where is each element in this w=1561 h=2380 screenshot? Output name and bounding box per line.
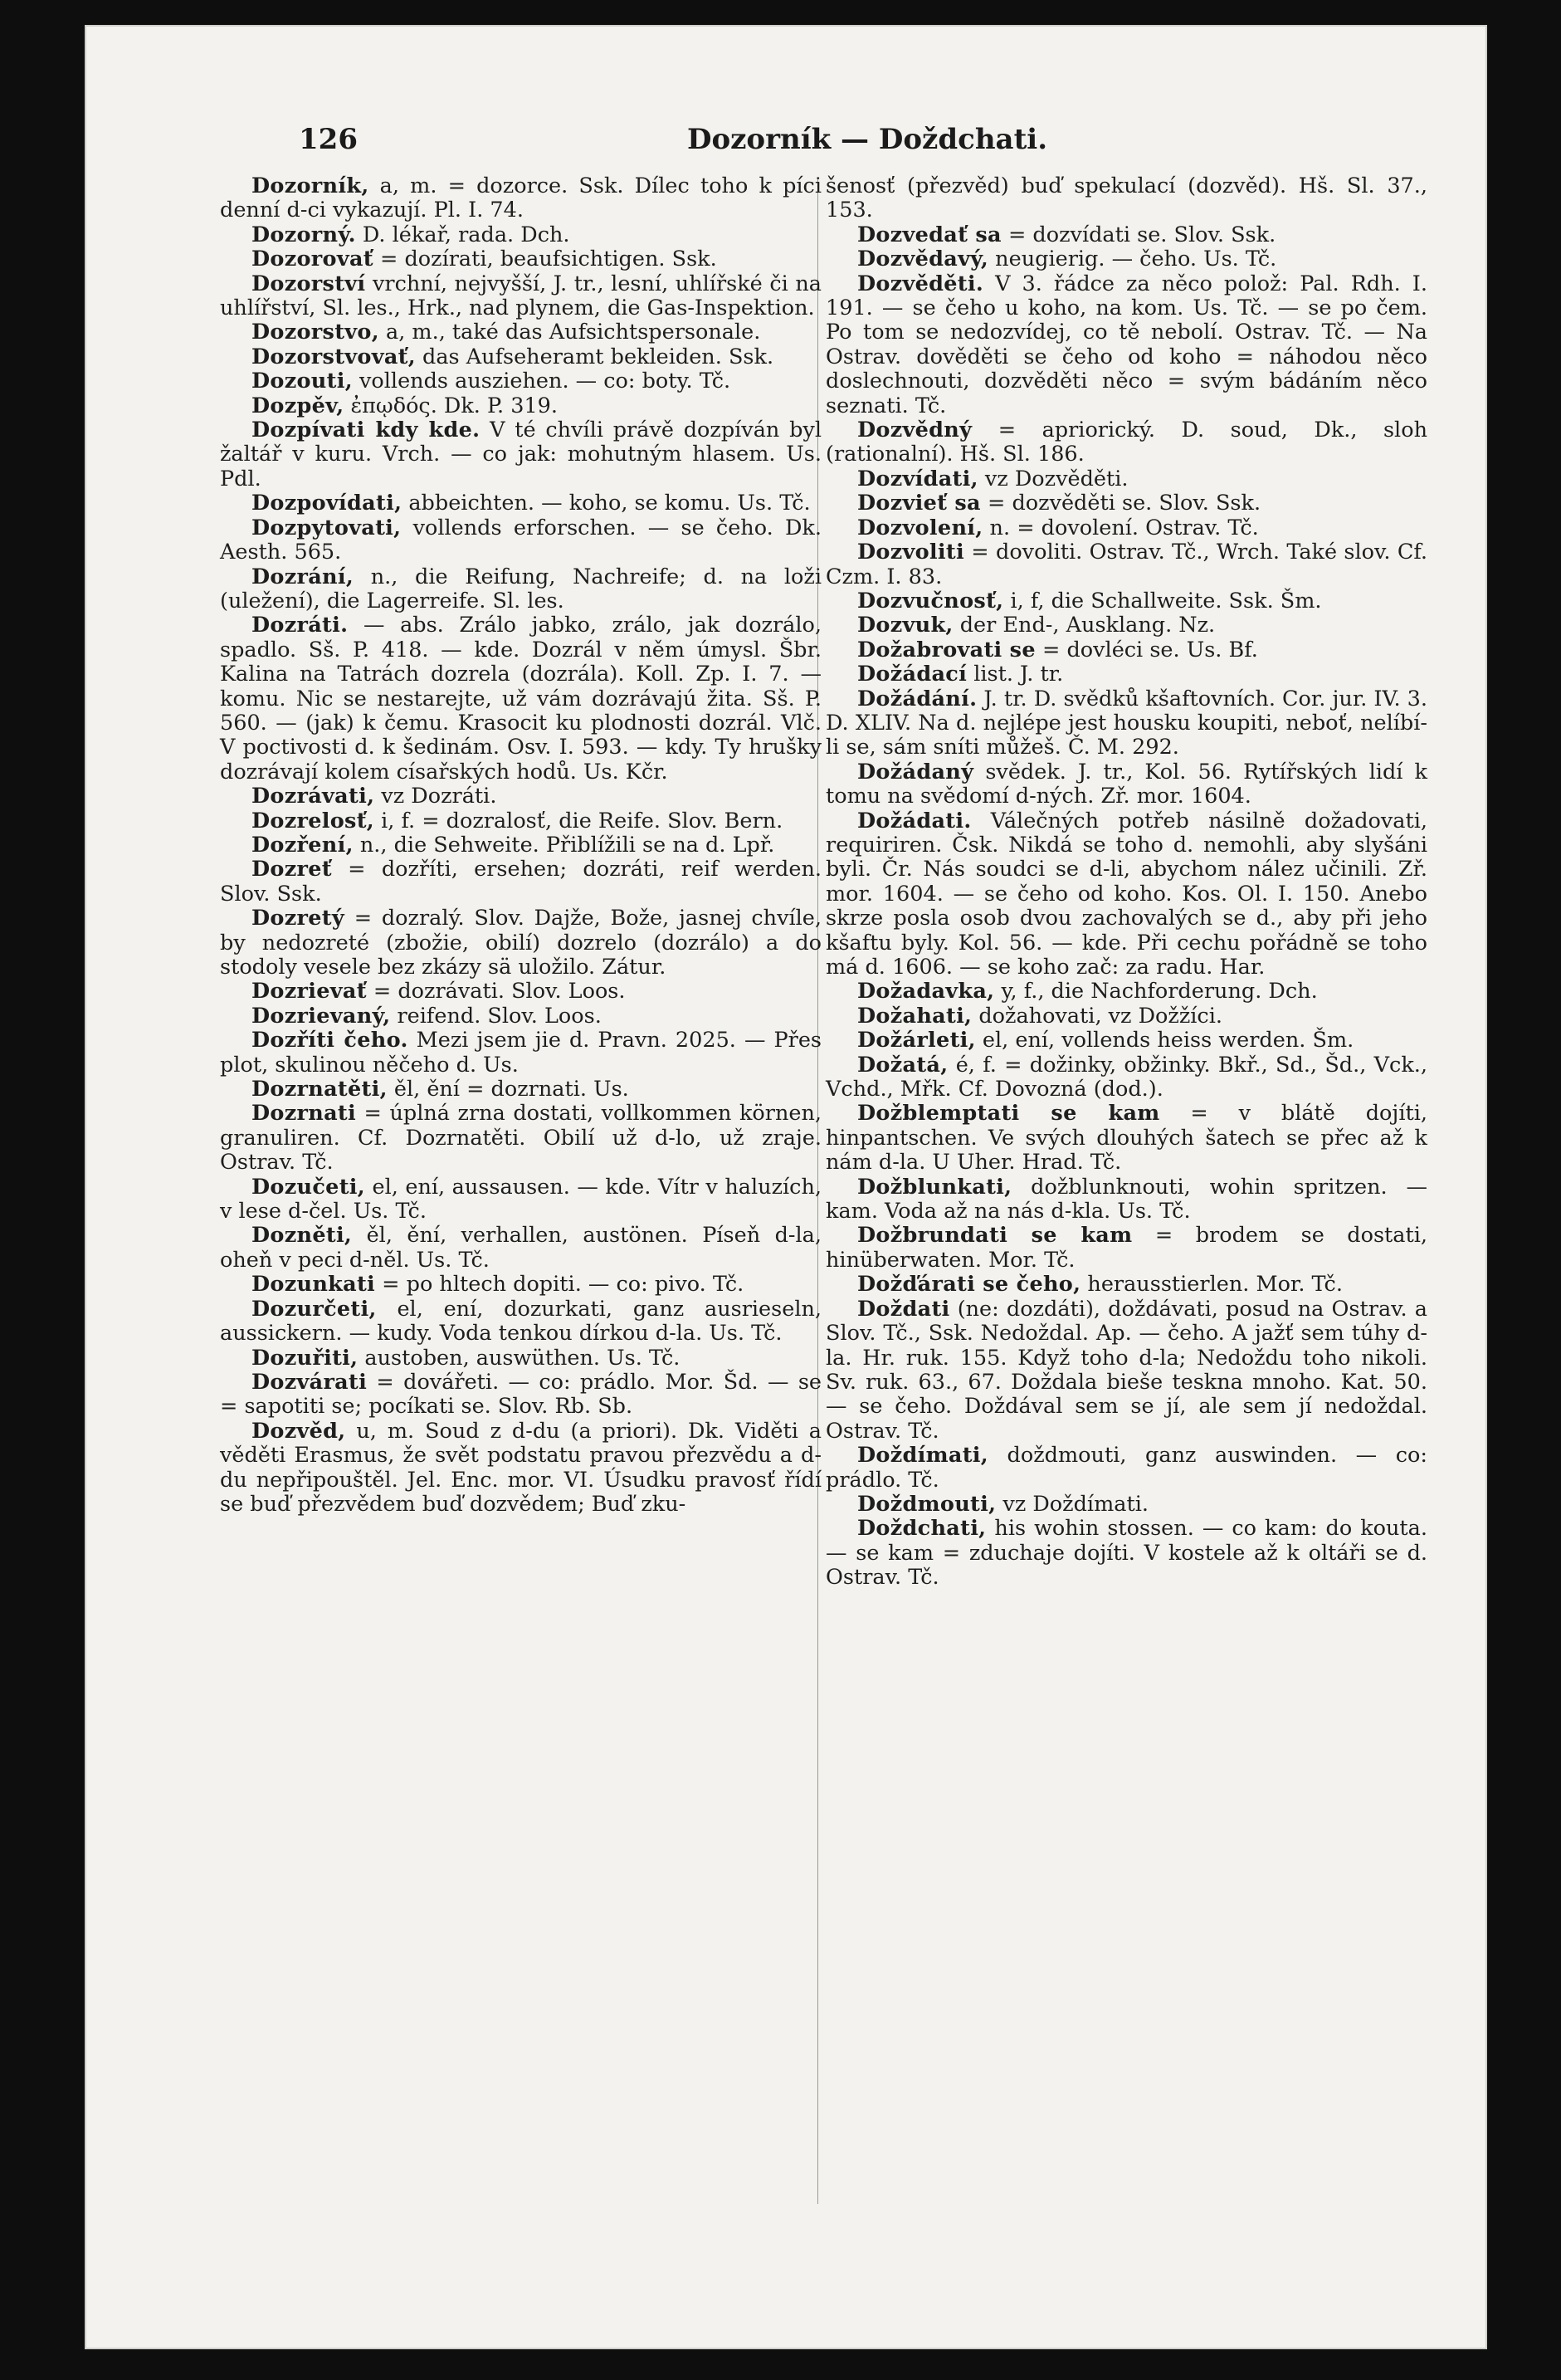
- entry-body: = dozralý. Slov. Dajže, Bože, jasnej chvíle, by nedozreté (zbožie, obilí) dozrelo (dozrálo) a do stodoly vesele bez zkázy sä uložilo. Zátur.: [220, 906, 822, 980]
- entry-headword: Dožahati,: [857, 1003, 973, 1029]
- entry-body: vz Dozvěděti.: [978, 466, 1129, 491]
- dictionary-entry: [220, 320, 822, 345]
- running-head: Dozorník — Doždchati.: [686, 123, 1048, 156]
- entry-headword: Dožblunkati,: [857, 1174, 1012, 1200]
- right-column: [826, 174, 1427, 1591]
- entry-body: vrchní, nejvyšší, J. tr., lesní, uhlířské či na uhlířství, Sl. les., Hrk., nad plynem, die Gas-Inspektion.: [220, 271, 822, 321]
- entry-headword: Dozretý: [251, 906, 344, 931]
- dictionary-entry: [826, 491, 1427, 516]
- entry-headword: Dozunkati: [251, 1272, 376, 1298]
- entry-body: = dovoliti. Ostrav. Tč., Wrch. Také slov. Cf. Czm. I. 83.: [826, 540, 1427, 589]
- entry-body: a, m., také das Aufsichtspersonale.: [378, 320, 761, 345]
- entry-body: ěl, ění, verhallen, austönen. Píseň d-la, oheň v peci d-něl. Us. Tč.: [220, 1223, 822, 1273]
- entry-headword: Dozvědavý,: [857, 247, 989, 272]
- entry-headword: Dozvieť sa: [857, 491, 981, 516]
- dictionary-entry: [220, 1029, 822, 1078]
- dictionary-entry: [220, 345, 822, 369]
- entry-body: vz Doždímati.: [996, 1491, 1149, 1517]
- dictionary-entry: [220, 1420, 822, 1517]
- entry-body: el, ení, dozurkati, ganz ausrieseln, aussickern. — kudy. Voda tenkou dírkou d-la. Us. Tč.: [220, 1296, 822, 1346]
- dictionary-entry: [220, 809, 822, 833]
- dictionary-entry: [220, 247, 822, 271]
- entry-body: abbeichten. — koho, se komu. Us. Tč.: [402, 491, 811, 516]
- dictionary-entry: [826, 809, 1427, 980]
- entry-body: = apriorický. D. soud, Dk., sloh (rationalní). Hš. Sl. 186.: [826, 418, 1427, 467]
- dictionary-entry: [220, 418, 822, 491]
- entry-headword: Dožádaný: [857, 759, 974, 784]
- entry-headword: Doždati: [857, 1296, 950, 1322]
- entry-headword: Dožabrovati se: [857, 637, 1036, 662]
- entry-headword: Dozvídati,: [857, 466, 978, 491]
- dictionary-entry: [826, 687, 1427, 760]
- dictionary-entry: [220, 907, 822, 980]
- entry-body: i, f. = dozralosť, die Reife. Slov. Bern.: [373, 808, 783, 833]
- entry-headword: Dožatá,: [857, 1052, 949, 1078]
- entry-body: svědek. J. tr., Kol. 56. Rytířských lidí k tomu na svědomí d-ných. Zř. mor. 1604.: [826, 759, 1427, 809]
- dictionary-entry: [826, 1224, 1427, 1273]
- entry-body: vz Dozráti.: [374, 784, 497, 809]
- entry-headword: Dozrievaný,: [251, 1003, 391, 1029]
- entry-headword: Dozrievať: [251, 979, 367, 1004]
- entry-body: i, f, die Schallweite. Ssk. Šm.: [1003, 588, 1322, 613]
- entry-headword: Dozření,: [251, 832, 354, 858]
- entry-body: dožahovati, vz Dožžíci.: [972, 1003, 1222, 1029]
- entry-headword: Dozvárati: [251, 1369, 368, 1395]
- entry-body: = po hltech dopiti. — co: pivo. Tč.: [375, 1272, 744, 1298]
- entry-body: a, m. = dozorce. Ssk. Dílec toho k píci denní d-ci vykazují. Pl. I. 74.: [220, 173, 822, 223]
- entry-body: austoben, auswüthen. Us. Tč.: [358, 1345, 680, 1371]
- entry-headword: Dožďárati se čeho,: [857, 1272, 1081, 1298]
- entry-body: neugierig. — čeho. Us. Tč.: [988, 247, 1277, 272]
- page-header: [224, 123, 1510, 173]
- dictionary-entry: [220, 1078, 822, 1102]
- entry-body: = dozvídati se. Slov. Ssk.: [1001, 222, 1276, 247]
- dictionary-entry: [220, 1175, 822, 1224]
- entry-body: ěl, ění = dozrnati. Us.: [387, 1077, 629, 1102]
- dictionary-entry: [826, 1298, 1427, 1444]
- entry-headword: Dozrání,: [251, 564, 354, 589]
- left-column: [220, 174, 822, 1517]
- entry-headword: Dožádání.: [857, 686, 978, 711]
- entry-body: (ne: dozdáti), doždávati, posud na Ostrav. a Slov. Tč., Ssk. Nedoždal. Ap. — čeho. A jažť sem túhy d-la. Hr. ruk. 155. Když toho d-la; Nedoždu toho nikoli. Sv. ruk. 63., 67. Doždala bieše teskna mnoho. Kat. 50. — se čeho. Doždával sem se jí, ale sem jí nedoždal. Ostrav. Tč.: [826, 1296, 1427, 1444]
- dictionary-entry: [826, 467, 1427, 491]
- entry-body: = dovářeti. — co: prádlo. Mor. Šd. — se = sapotiti se; pocíkati se. Slov. Rb. Sb.: [220, 1369, 822, 1420]
- dictionary-entry: [220, 1371, 822, 1420]
- entry-headword: Dožadavka,: [857, 979, 995, 1004]
- dictionary-entry: [220, 858, 822, 907]
- entry-headword: Dozurčeti,: [251, 1296, 377, 1322]
- entry-body: D. lékař, rada. Dch.: [355, 222, 570, 247]
- dictionary-entry: [220, 369, 822, 393]
- entry-body: u, m. Soud z d-du (a priori). Dk. Viděti a věděti Erasmus, že svět podstatu pravou přezvědu a d-du nepřipouštěl. Jel. Enc. mor. VI. Úsudku pravosť řídí se buď přezvědem buď dozvědem; Buď zku-: [220, 1418, 822, 1517]
- dictionary-entry: [220, 223, 822, 247]
- dictionary-entry: [220, 980, 822, 1004]
- entry-headword: Dožádati.: [857, 808, 972, 833]
- entry-headword: Dozorstvovať,: [251, 344, 416, 369]
- entry-headword: Dozorník,: [251, 173, 369, 198]
- entry-headword: Dozpovídati,: [251, 491, 402, 516]
- entry-headword: Dožbrundati se kam: [857, 1223, 1133, 1249]
- entry-body: der End-, Ausklang. Nz.: [953, 613, 1216, 638]
- entry-headword: Dozrelosť,: [251, 808, 374, 833]
- entry-body: ἐπῳδός. Dk. P. 319.: [344, 393, 559, 418]
- entry-headword: Dozorný.: [251, 222, 356, 247]
- entry-body: list. J. tr.: [967, 662, 1064, 687]
- dictionary-entry: [826, 1102, 1427, 1175]
- dictionary-entry: [826, 1493, 1427, 1517]
- dictionary-entry: [220, 613, 822, 784]
- dictionary-entry: [220, 516, 822, 565]
- entry-headword: Dozrnatěti,: [251, 1077, 388, 1102]
- entry-body: Válečných potřeb násilně dožadovati, requiriren. Čsk. Nikdá se toho d. nemohli, aby slyšáni byli. Čr. Nás soudci se d-li, abychom nález učinili. Zř. mor. 1604. — se čeho od koho. Kos. Ol. I. 150. Anebo skrze posla osob dvou zachovalých se d., aby při jeho kšaftu byly. Kol. 56. — kde. Při cechu pořádně se toho má d. 1606. — se koho zač: za radu. Har.: [826, 808, 1427, 980]
- dictionary-entry: [826, 223, 1427, 247]
- dictionary-entry: [826, 1273, 1427, 1297]
- entry-body: vollends ausziehen. — co: boty. Tč.: [352, 369, 731, 394]
- entry-headword: Doždchati,: [857, 1516, 987, 1542]
- entry-headword: Dozříti čeho.: [251, 1028, 408, 1053]
- entry-body: el, ení, aussausen. — kde. Vítr v haluzích, v lese d-čel. Us. Tč.: [220, 1174, 822, 1224]
- dictionary-entry: [826, 1517, 1427, 1590]
- entry-body: = dovléci se. Us. Bf.: [1035, 637, 1258, 662]
- dictionary-entry: [826, 589, 1427, 613]
- entry-headword: Dozvěděti.: [857, 271, 984, 296]
- dictionary-entry: [826, 1004, 1427, 1029]
- dictionary-entry: [220, 1298, 822, 1346]
- entry-headword: Dozněti,: [251, 1223, 353, 1249]
- dictionary-entry: [220, 491, 822, 516]
- dictionary-entry: [826, 662, 1427, 687]
- dictionary-entry: [826, 174, 1427, 223]
- entry-headword: Dozouti,: [251, 369, 353, 394]
- dictionary-entry: [220, 1004, 822, 1029]
- entry-body: V té chvíli právě dozpíván byl žaltář v kuru. Vrch. — co jak: mohutným hlasem. Us. Pdl.: [220, 418, 822, 491]
- entry-headword: Dozrnati: [251, 1101, 356, 1126]
- entry-body: reifend. Slov. Loos.: [390, 1003, 602, 1029]
- page-number: 126: [299, 123, 358, 156]
- dictionary-entry: [220, 833, 822, 858]
- dictionary-entry: [826, 613, 1427, 638]
- dictionary-entry: [220, 784, 822, 809]
- entry-body: Mezi jsem jie d. Pravn. 2025. — Přes plot, skulinou něčeho d. Us.: [220, 1028, 822, 1078]
- entry-headword: Dožblemptati se kam: [857, 1101, 1160, 1126]
- dictionary-entry: [826, 1444, 1427, 1493]
- dictionary-entry: [826, 980, 1427, 1004]
- entry-headword: Dozrávati,: [251, 784, 375, 809]
- dictionary-entry: [826, 1053, 1427, 1102]
- dictionary-entry: [826, 540, 1427, 589]
- entry-headword: Dozvěd,: [251, 1418, 346, 1444]
- entry-headword: Dozvučnosť,: [857, 588, 1004, 613]
- dictionary-entry: [826, 1029, 1427, 1053]
- entry-headword: Dozvuk,: [857, 613, 954, 638]
- entry-headword: Dozvedať sa: [857, 222, 1002, 247]
- dictionary-entry: [826, 272, 1427, 418]
- entry-body: n., die Sehweite. Přiblížili se na d. Lpř.: [353, 832, 775, 858]
- entry-body: dožblunknouti, wohin spritzen. — kam. Voda až na nás d-kla. Us. Tč.: [826, 1174, 1427, 1224]
- entry-body: — abs. Zrálo jabko, zrálo, jak dozrálo, spadlo. Sš. P. 418. — kde. Dozrál v něm úmysl. Šbr. Kalina na Tatrách dozrela (dozrála). Koll. Zp. I. 7. — komu. Nic se nestarejte, už vám dozrávajú žita. Sš. P. 560. — (jak) k čemu. Krasocit ku plodnosti dozrál. Vlč. V poctivosti d. k šedinám. Osv. I. 593. — kdy. Ty hrušky dozrávají kolem císařských hodů. Us. Kčr.: [220, 613, 822, 784]
- entry-body: n. = dovolení. Ostrav. Tč.: [983, 515, 1259, 540]
- dictionary-entry: [220, 174, 822, 223]
- entry-body: = dozrávati. Slov. Loos.: [366, 979, 626, 1004]
- entry-body: šenosť (přezvěd) buď spekulací (dozvěd). Hš. Sl. 37., 153.: [826, 173, 1427, 223]
- entry-body: = úplná zrna dostati, vollkommen körnen, granuliren. Cf. Dozrnatěti. Obilí už d-lo, už zraje. Ostrav. Tč.: [220, 1101, 822, 1175]
- entry-headword: Dozvědný: [857, 418, 973, 443]
- entry-body: el, ení, vollends heiss werden. Šm.: [975, 1028, 1354, 1053]
- entry-headword: Dozorovať: [251, 247, 373, 272]
- entry-body: V 3. řádce za něco polož: Pal. Rdh. I. 191. — se čeho u koho, na kom. Us. Tč. — se po čem. Po tom se nedozvídej, co tě nebolí. Ostrav. Tč. — Na Ostrav. dověděti se čeho od koho = náhodou něco doslechnouti, dozvěděti něco = svým bádáním něco seznati. Tč.: [826, 271, 1427, 418]
- entry-body: J. tr. D. svědků kšaftovních. Cor. jur. IV. 3. D. XLIV. Na d. nejlépe jest housku koupiti, neboť, nelíbí-li se, sám sníti můžeš. Č. M. 292.: [826, 686, 1427, 760]
- entry-body: = dozvěděti se. Slov. Ssk.: [980, 491, 1261, 516]
- entry-headword: Dozučeti,: [251, 1174, 365, 1200]
- dictionary-entry: [826, 638, 1427, 662]
- entry-headword: Dozorstvo,: [251, 320, 379, 345]
- entry-body: vollends erforschen. — se čeho. Dk. Aesth. 565.: [220, 515, 822, 565]
- dictionary-entry: [220, 1273, 822, 1297]
- entry-body: doždmouti, ganz auswinden. — co: prádlo. Tč.: [826, 1443, 1427, 1493]
- dictionary-entry: [220, 1346, 822, 1371]
- entry-headword: Dozvolení,: [857, 515, 983, 540]
- entry-headword: Dozreť: [251, 857, 332, 882]
- entry-headword: Doždímati,: [857, 1443, 988, 1469]
- dictionary-entry: [826, 516, 1427, 540]
- dictionary-entry: [220, 1224, 822, 1273]
- entry-headword: Dozpěv,: [251, 393, 344, 418]
- dictionary-entry: [220, 1102, 822, 1175]
- entry-headword: Dozvoliti: [857, 540, 964, 565]
- entry-body: herausstierlen. Mor. Tč.: [1081, 1272, 1343, 1298]
- entry-body: = dozříti, ersehen; dozráti, reif werden. Slov. Ssk.: [220, 857, 822, 907]
- entry-headword: Dozuřiti,: [251, 1345, 359, 1371]
- dictionary-entry: [826, 247, 1427, 271]
- dictionary-entry: [826, 418, 1427, 467]
- entry-headword: Dozpytovati,: [251, 515, 402, 540]
- entry-body: = dozírati, beaufsichtigen. Ssk.: [373, 247, 717, 272]
- entry-body: = v blátě dojíti, hinpantschen. Ve svých dlouhých šatech se přec až k nám d-la. U Uher. Hrad. Tč.: [826, 1101, 1427, 1175]
- entry-body: n., die Reifung, Nachreife; d. na loži (uležení), die Lagerreife. Sl. les.: [220, 564, 822, 613]
- entry-body: das Aufseheramt bekleiden. Ssk.: [415, 344, 774, 369]
- entry-body: é, f. = dožinky, obžinky. Bkř., Sd., Šd., Vck., Vchd., Mřk. Cf. Dovozná (dod.).: [826, 1052, 1427, 1102]
- dictionary-entry: [826, 760, 1427, 809]
- entry-headword: Dožárleti,: [857, 1028, 976, 1053]
- dictionary-entry: [220, 272, 822, 321]
- entry-body: his wohin stossen. — co kam: do kouta. — se kam = zduchaje dojíti. V kostele až k oltáři se d. Ostrav. Tč.: [826, 1516, 1427, 1591]
- entry-headword: Dozpívati kdy kde.: [251, 418, 480, 443]
- dictionary-entry: [826, 1175, 1427, 1224]
- entry-headword: Doždmouti,: [857, 1491, 997, 1517]
- entry-body: = brodem se dostati, hinüberwaten. Mor. Tč.: [826, 1223, 1427, 1273]
- entry-headword: Dožádací: [857, 662, 968, 687]
- dictionary-entry: [220, 394, 822, 418]
- entry-headword: Dozorství: [251, 271, 366, 296]
- dictionary-entry: [220, 565, 822, 614]
- entry-headword: Dozráti.: [251, 613, 349, 638]
- entry-body: y, f., die Nachforderung. Dch.: [994, 979, 1318, 1004]
